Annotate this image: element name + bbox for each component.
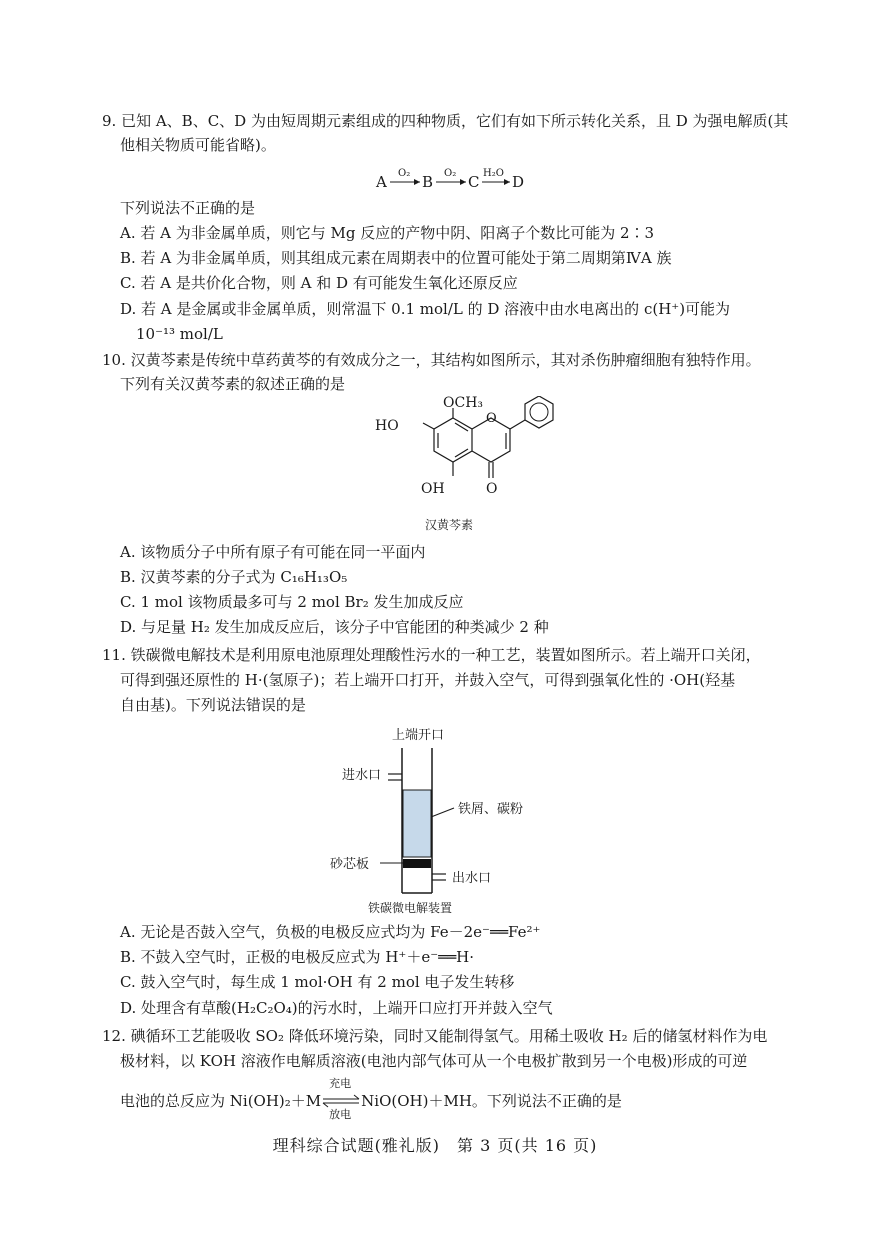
iron-carbon-filling bbox=[403, 790, 431, 857]
q11-stem-line3: 自由基)。下列说法错误的是 bbox=[120, 696, 306, 714]
label-filling: 铁屑、碳粉 bbox=[458, 802, 524, 817]
label-top-opening: 上端开口 bbox=[392, 728, 445, 743]
scheme-c: C bbox=[468, 173, 480, 191]
q10-stem-line2: 下列有关汉黄芩素的叙述正确的是 bbox=[120, 375, 346, 393]
q11-stem-line1: 11. 铁碳微电解技术是利用原电池原理处理酸性污水的一种工艺，装置如图所示。若上端开口关闭， bbox=[102, 646, 761, 664]
reagent-2: O₂ bbox=[444, 168, 457, 179]
sand-core-plate bbox=[403, 859, 431, 868]
ring-b bbox=[525, 396, 553, 428]
q9-stem-line2: 他相关物质可能省略)。 bbox=[120, 136, 276, 154]
structure-caption: 汉黄芩素 bbox=[425, 518, 474, 532]
q9-option-a: A. 若 A 为非金属单质，则它与 Mg 反应的产物中阴、阳离子个数比可能为 2∶3 bbox=[120, 224, 655, 242]
q9-option-d: D. 若 A 是金属或非金属单质，则常温下 0.1 mol/L 的 D 溶液中由水电离出的 c(H⁺)可能为 bbox=[120, 300, 731, 318]
q11-stem-line2: 可得到强还原性的 H·(氢原子)；若上端开口打开，并鼓入空气，可得到强氧化性的 ·OH(羟基 bbox=[120, 671, 736, 689]
q10-option-c: C. 1 mol 该物质最多可与 2 mol Br₂ 发生加成反应 bbox=[120, 593, 464, 611]
label-water-in: 进水口 bbox=[342, 768, 382, 783]
q12-line3-post: NiO(OH)＋MH。下列说法不正确的是 bbox=[361, 1092, 622, 1110]
ring-a bbox=[434, 418, 472, 462]
q10-option-d: D. 与足量 H₂ 发生加成反应后，该分子中官能团的种类减少 2 种 bbox=[120, 618, 549, 636]
label-oh: OH bbox=[421, 481, 445, 497]
apparatus-caption: 铁碳微电解装置 bbox=[368, 901, 453, 915]
q11-option-c: C. 鼓入空气时，每生成 1 mol·OH 有 2 mol 电子发生转移 bbox=[120, 973, 515, 991]
q11-option-d: D. 处理含有草酸(H₂C₂O₄)的污水时，上端开口应打开并鼓入空气 bbox=[120, 999, 553, 1017]
ring-b-aromatic bbox=[530, 403, 548, 421]
reversible-arrow bbox=[321, 1077, 361, 1121]
q10-option-b: B. 汉黄芩素的分子式为 C₁₆H₁₃O₅ bbox=[120, 568, 348, 586]
scheme-d: D bbox=[512, 173, 525, 191]
q12-stem-line1: 12. 碘循环工艺能吸收 SO₂ 降低环境污染，同时又能制得氢气。用稀土吸收 H₂ 后的储氢材料作为电 bbox=[102, 1027, 768, 1045]
q9-option-d-cont: 10⁻¹³ mol/L bbox=[136, 325, 223, 343]
q10-stem-line1: 10. 汉黄芩素是传统中草药黄芩的有效成分之一，其结构如图所示，其对杀伤肿瘤细胞有独特作用。 bbox=[102, 351, 761, 369]
q9-option-b: B. 若 A 为非金属单质，则其组成元素在周期表中的位置可能处于第二周期第ⅣA 族 bbox=[120, 249, 672, 267]
q9-option-c: C. 若 A 是共价化合物，则 A 和 D 有可能发生氧化还原反应 bbox=[120, 274, 518, 292]
q9-stem-line1: 9. 已知 A、B、C、D 为由短周期元素组成的四种物质，它们有如下所示转化关系，且 D 为强电解质(其 bbox=[102, 112, 789, 130]
scheme-a: A bbox=[376, 173, 387, 191]
label-o-ring: O bbox=[486, 411, 497, 426]
microelectrolysis-apparatus bbox=[330, 722, 570, 918]
label-sand-plate: 砂芯板 bbox=[330, 857, 370, 872]
label-discharge: 放电 bbox=[329, 1108, 352, 1121]
label-och3: OCH₃ bbox=[443, 396, 484, 411]
wogonin-structure bbox=[365, 396, 565, 538]
label-o-keto: O bbox=[486, 481, 498, 497]
label-charge: 充电 bbox=[329, 1077, 352, 1090]
q12-stem-line3 bbox=[120, 1077, 622, 1121]
q9-reaction-scheme bbox=[370, 160, 530, 196]
q10-option-a: A. 该物质分子中所有原子有可能在同一平面内 bbox=[120, 543, 426, 561]
reagent-1: O₂ bbox=[398, 168, 411, 179]
reagent-3: H₂O bbox=[483, 168, 504, 179]
q9-prompt: 下列说法不正确的是 bbox=[120, 199, 256, 217]
q12-line3-pre: 电池的总反应为 Ni(OH)₂＋M bbox=[120, 1092, 322, 1110]
label-water-out: 出水口 bbox=[452, 871, 492, 886]
label-ho: HO bbox=[375, 418, 399, 434]
arrow-3-head bbox=[504, 179, 510, 185]
arrow-2-head bbox=[460, 179, 466, 185]
arrow-1-head bbox=[414, 179, 420, 185]
q12-stem-line2: 极材料，以 KOH 溶液作电解质溶液(电池内部气体可从一个电极扩散到另一个电极)形成的可逆 bbox=[120, 1052, 748, 1070]
page-footer: 理科综合试题(雅礼版) 第 3 页(共 16 页) bbox=[272, 1136, 598, 1155]
q11-option-a: A. 无论是否鼓入空气，负极的电极反应式均为 Fe－2e⁻══Fe²⁺ bbox=[120, 923, 541, 941]
scheme-b: B bbox=[422, 173, 434, 191]
q11-option-b: B. 不鼓入空气时，正极的电极反应式为 H⁺＋e⁻══H· bbox=[120, 948, 475, 966]
